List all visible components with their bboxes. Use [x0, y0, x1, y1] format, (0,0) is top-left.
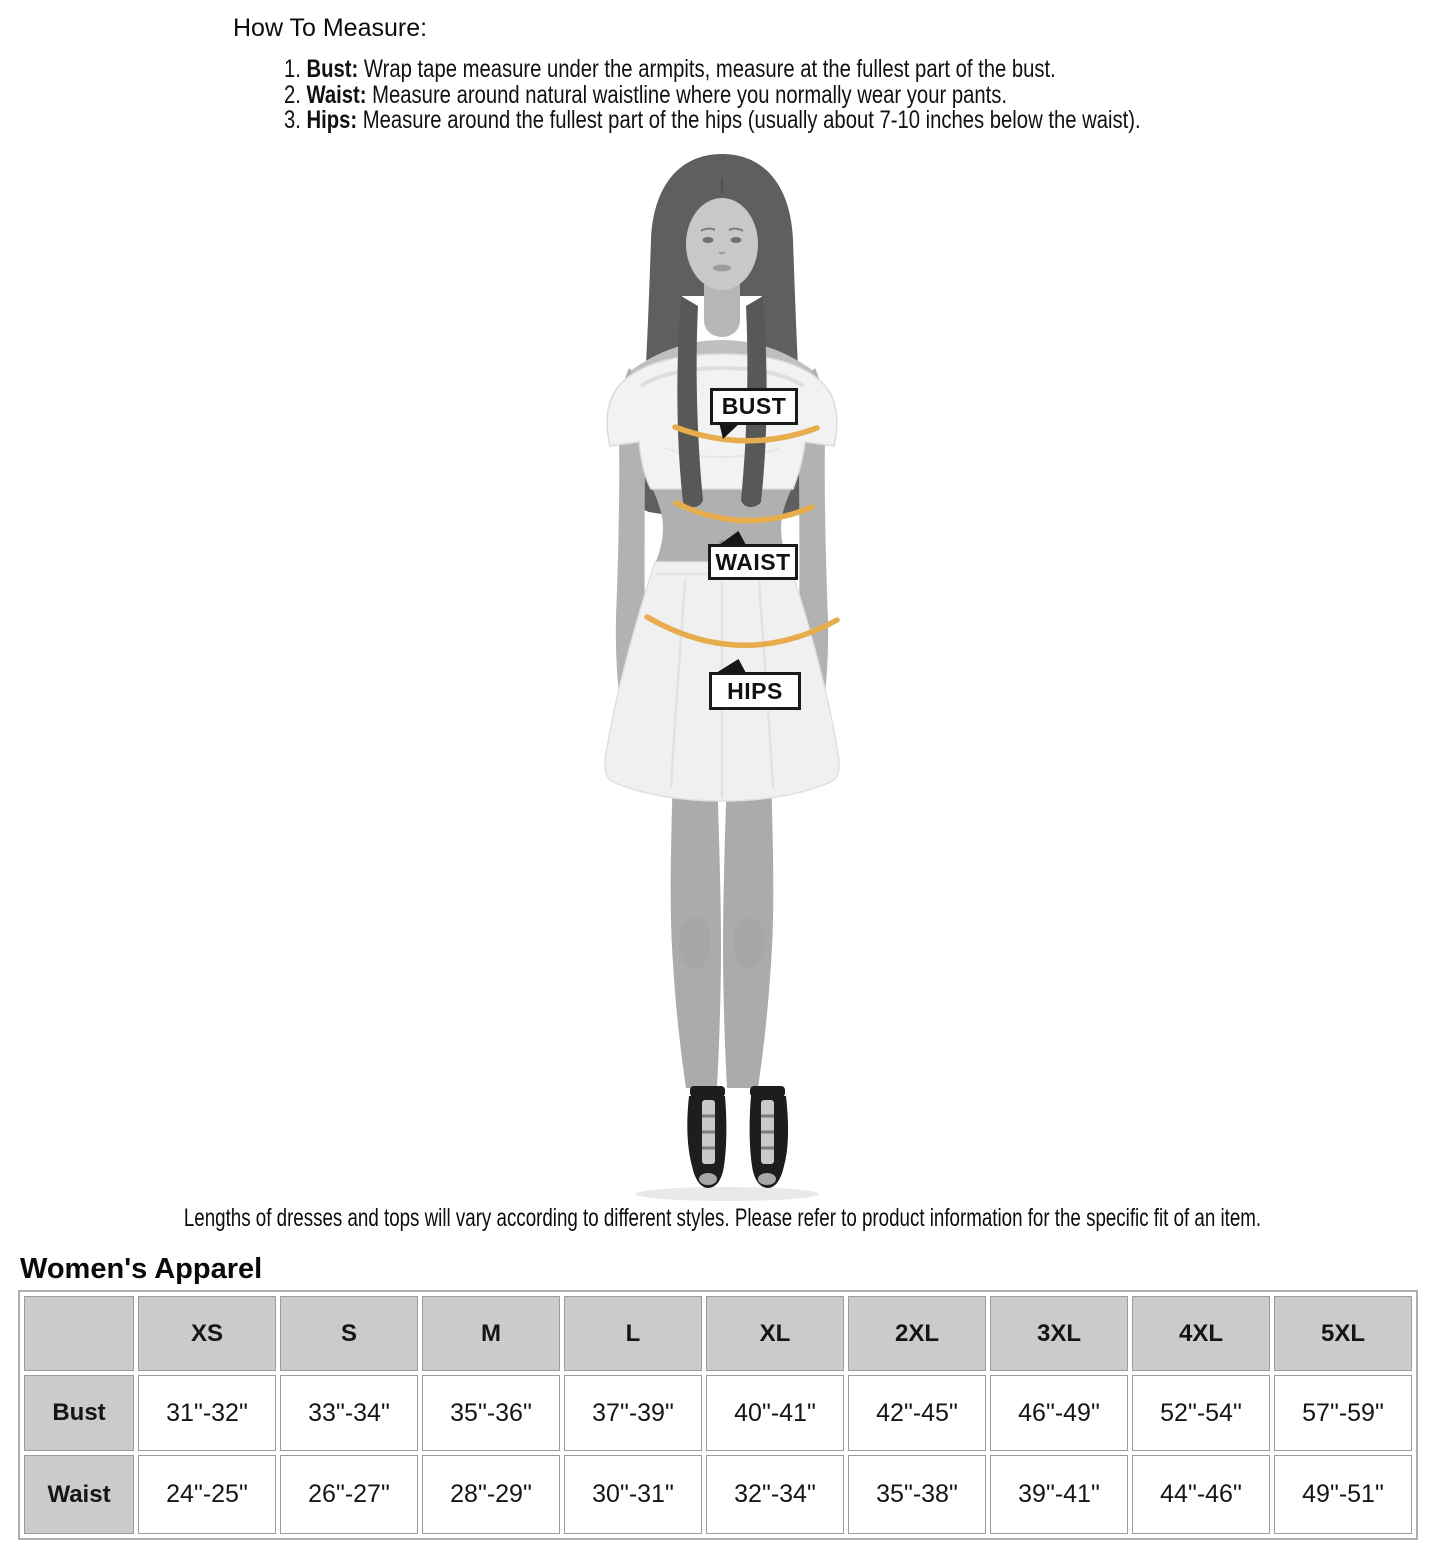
measure-step-hips: [284, 108, 1141, 134]
size-cell: 26"-27": [280, 1455, 418, 1534]
size-cell: 28"-29": [422, 1455, 560, 1534]
step-term: Bust:: [306, 55, 359, 83]
fit-note: Lengths of dresses and tops will vary according to different styles. Please refer to product information for the specific fit of an item.: [183, 1204, 1262, 1232]
size-column-header: 2XL: [848, 1296, 986, 1371]
size-cell: 49"-51": [1274, 1455, 1412, 1534]
size-column-header: S: [280, 1296, 418, 1371]
step-term: Hips:: [306, 106, 358, 134]
size-cell: 30"-31": [564, 1455, 702, 1534]
waist-label: WAIST: [708, 544, 798, 580]
size-cell: 46"-49": [990, 1375, 1128, 1451]
how-to-measure-title: How To Measure:: [233, 14, 428, 42]
measure-step-waist: [284, 80, 1141, 109]
floor-shadow: [635, 1187, 819, 1201]
size-cell: 24"-25": [138, 1455, 276, 1534]
size-cell: 31"-32": [138, 1375, 276, 1451]
size-column-header: L: [564, 1296, 702, 1371]
row-header: Bust: [24, 1375, 134, 1451]
model-face: [686, 176, 758, 290]
size-cell: 40"-41": [706, 1375, 844, 1451]
step-number: 2.: [284, 80, 301, 109]
lips: [713, 265, 731, 272]
table-row-waist: [24, 1455, 1412, 1534]
measure-step-bust: [284, 57, 1141, 83]
size-cell: 44"-46": [1132, 1455, 1270, 1534]
size-column-header: 5XL: [1274, 1296, 1412, 1371]
measure-steps: [284, 57, 1141, 134]
size-cell: 32"-34": [706, 1455, 844, 1534]
eye-left: [703, 237, 714, 243]
step-number: 1.: [284, 55, 301, 83]
size-cell: 35"-36": [422, 1375, 560, 1451]
step-term: Waist:: [306, 80, 367, 109]
size-cell: 39"-41": [990, 1455, 1128, 1534]
womens-apparel-heading: Women's Apparel: [20, 1253, 263, 1285]
size-column-header: 3XL: [990, 1296, 1128, 1371]
size-column-header: XS: [138, 1296, 276, 1371]
corner-cell: [24, 1296, 134, 1371]
step-number: 3.: [284, 106, 301, 134]
row-header: Waist: [24, 1455, 134, 1534]
size-column-header: XL: [706, 1296, 844, 1371]
size-cell: 57"-59": [1274, 1375, 1412, 1451]
step-text: Measure around the fullest part of the hips (usually about 7-10 inches below the waist).: [362, 106, 1141, 134]
eye-right: [731, 237, 742, 243]
size-cell: 37"-39": [564, 1375, 702, 1451]
size-table: [18, 1290, 1418, 1540]
size-cell: 35"-38": [848, 1455, 986, 1534]
size-column-header: 4XL: [1132, 1296, 1270, 1371]
model-legs: [671, 768, 774, 1088]
size-cell: 33"-34": [280, 1375, 418, 1451]
size-cell: 52"-54": [1132, 1375, 1270, 1451]
bust-label: BUST: [710, 388, 798, 425]
size-header-row: [24, 1296, 1412, 1371]
table-row-bust: [24, 1375, 1412, 1451]
measurement-figure: [545, 148, 905, 1203]
model-shoes: [687, 1086, 788, 1188]
step-text: Measure around natural waistline where you normally wear your pants.: [372, 80, 1007, 109]
hips-label: HIPS: [709, 672, 801, 710]
size-cell: 42"-45": [848, 1375, 986, 1451]
step-text: Wrap tape measure under the armpits, measure at the fullest part of the bust.: [363, 55, 1056, 83]
size-column-header: M: [422, 1296, 560, 1371]
